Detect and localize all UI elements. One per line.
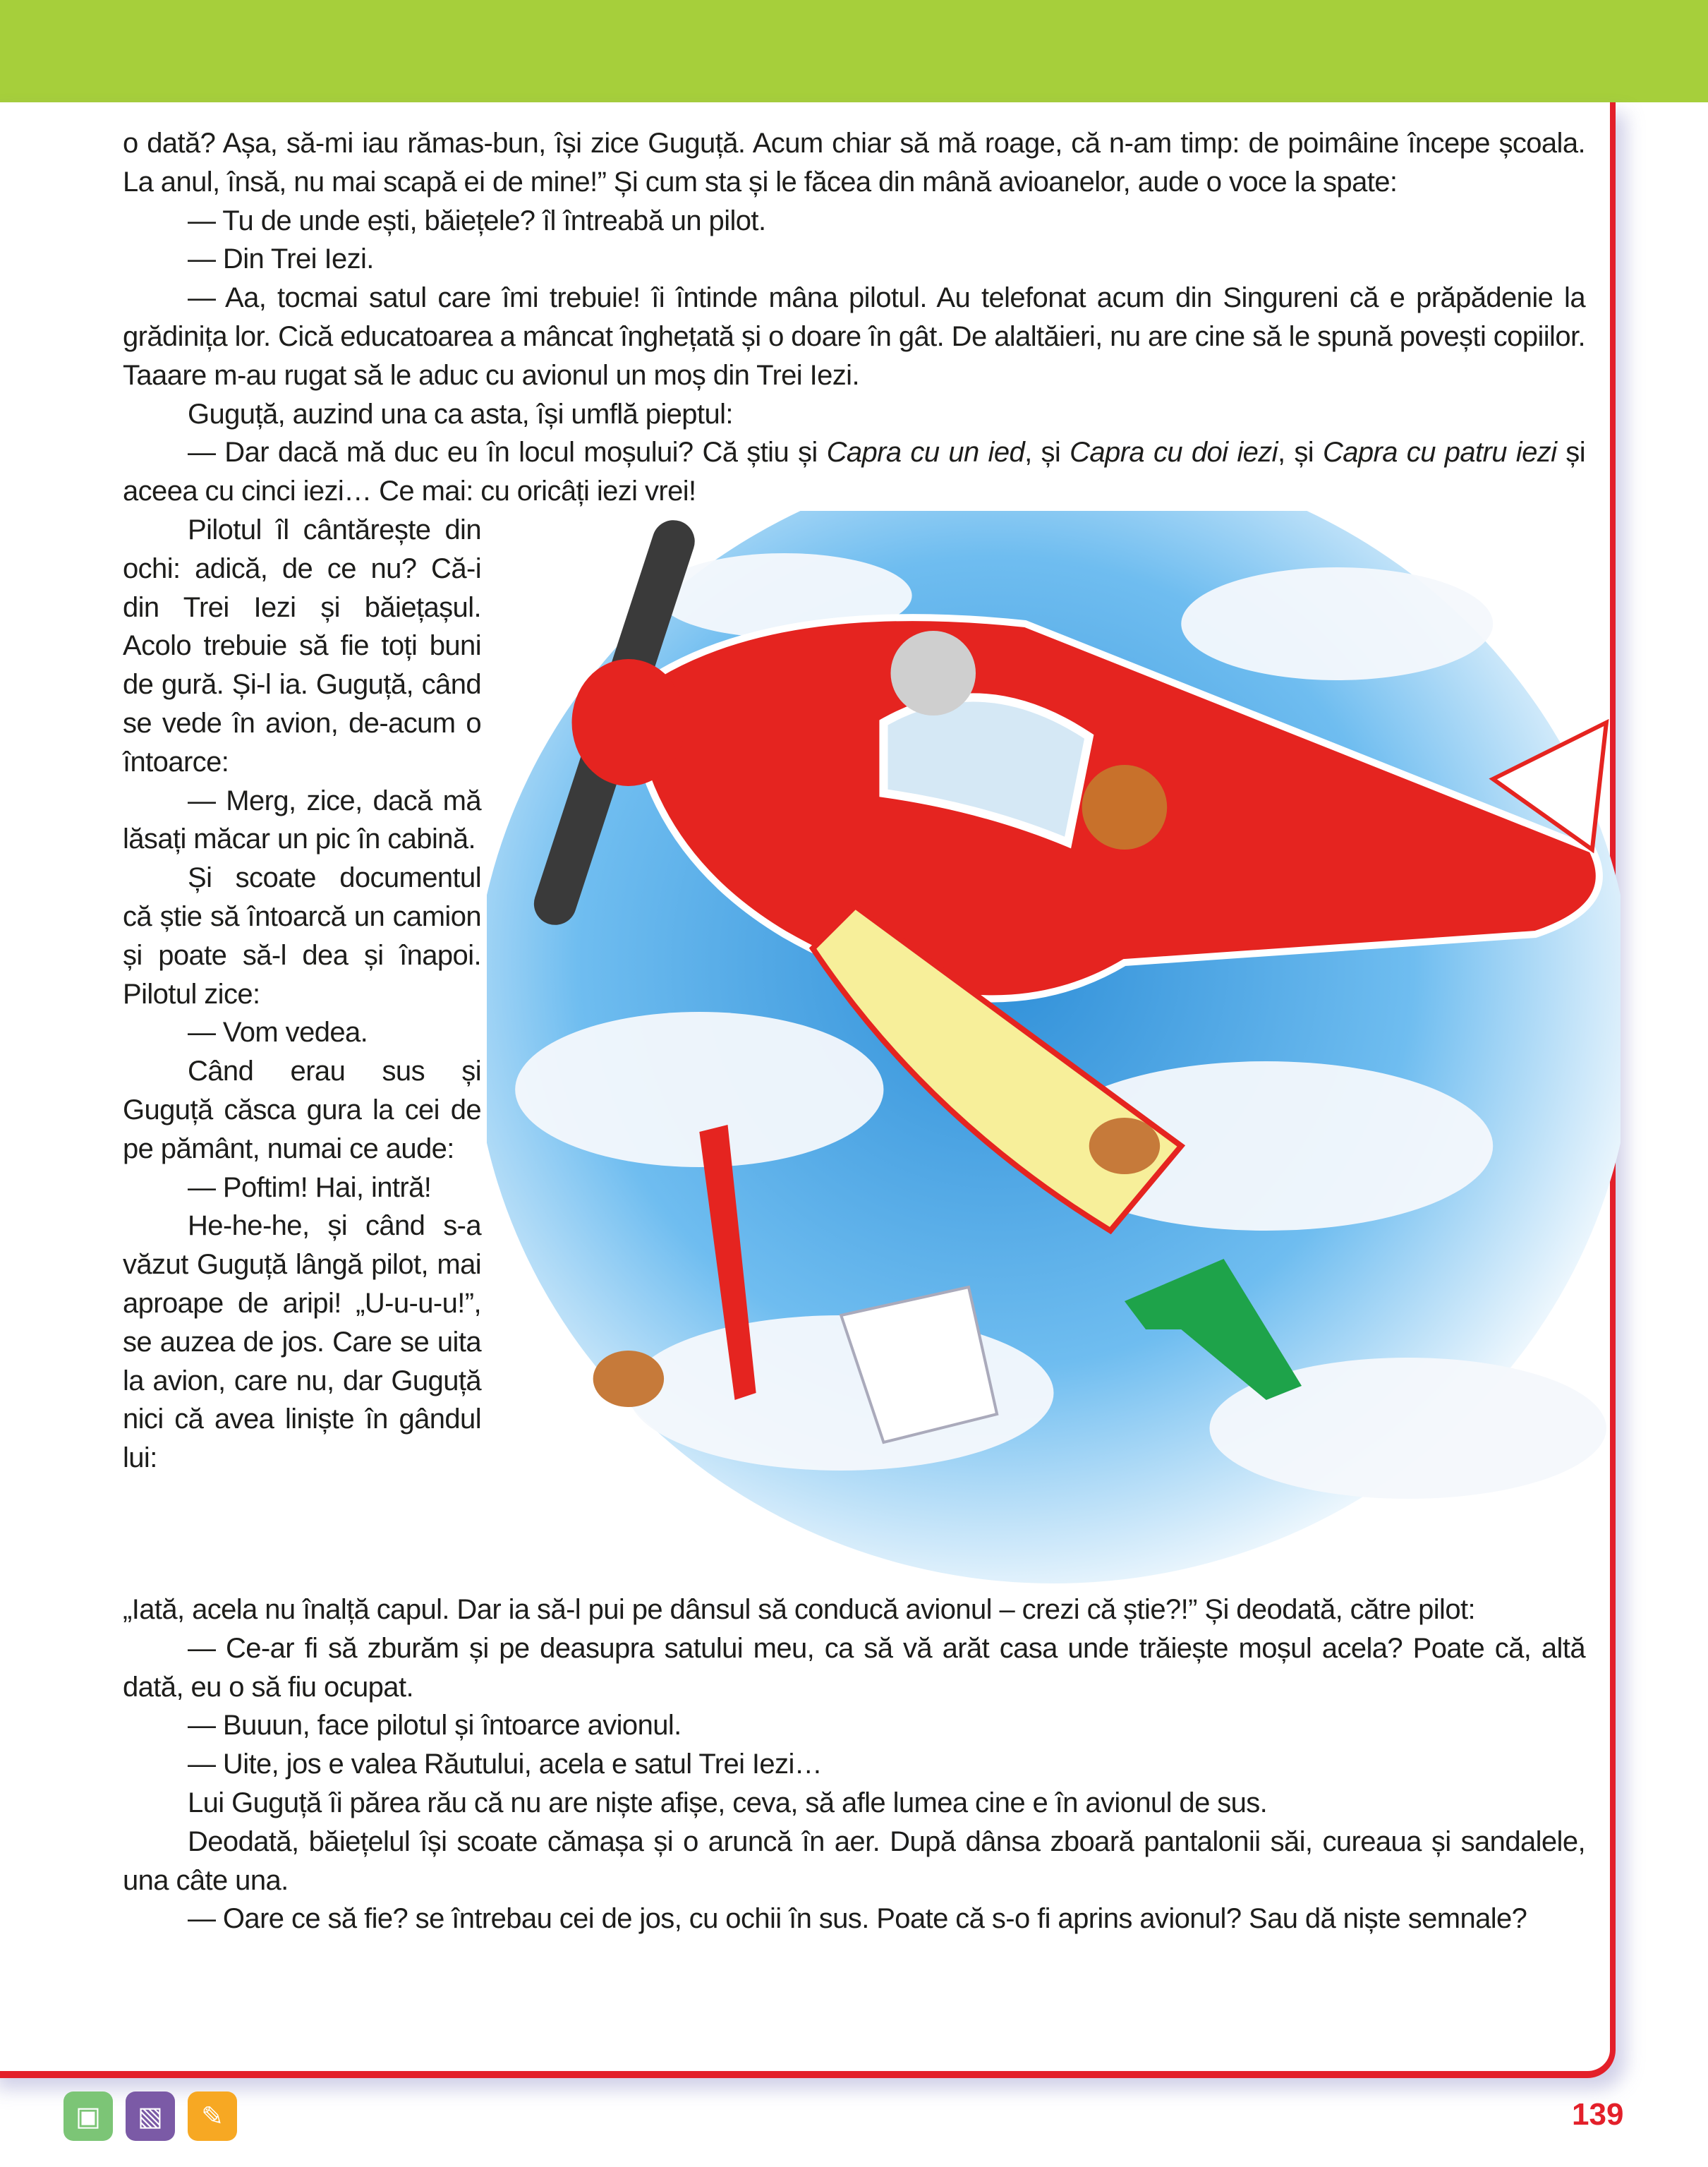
- story-title-italic: Capra cu un ied: [826, 437, 1025, 469]
- pencil-icon[interactable]: ✎: [188, 2091, 237, 2141]
- paragraph: o dată? Așa, să-mi iau rămas-bun, își zice Guguță. Acum chiar să mă roage, că n-am timp: de poimâine începe școala. La anul, însă, nu mai scapă ei de mine!” Și cum sta și le făcea din mână avioanelor, aude o voce la spate:: [123, 128, 1585, 198]
- paragraph: He-he-he, și când s-a văzut Guguță lângă pilot, mai aproape de aripi! „U-u-u-u!”, se auzea de jos. Care se uita la avion, care nu, dar Guguță nici că avea liniște în gândul lui:: [123, 1210, 481, 1474]
- paragraph: — Poftim! Hai, intră!: [188, 1171, 432, 1203]
- paragraph: Și scoate documentul că știe să întoarcă un camion și poate să-l dea și înapoi. Pilotul zice:: [123, 862, 481, 1010]
- paragraph: Lui Guguță îi părea rău că nu are niște afișe, ceva, să afle lumea cine e în avionul de sus.: [188, 1787, 1268, 1818]
- top-color-bar: [0, 0, 1708, 102]
- paragraph: — Vom vedea.: [188, 1017, 368, 1049]
- paragraph: Pilotul îl cântărește din ochi: adică, de ce nu? Că-i din Trei Iezi și băiețașul. Acolo trebuie să fie toți buni de gură. Și-l ia. Guguță, când se vede în avion, de-acum o întoarce:: [123, 514, 481, 778]
- paragraph-capra: [123, 433, 1585, 511]
- page-number: 139: [1572, 2097, 1624, 2132]
- narrow-text-column: [123, 511, 481, 1478]
- paragraph: — Oare ce să fie? se întrebau cei de jos, cu ochii în sus. Poate că s-o fi aprins avionul? Sau dă niște semnale?: [188, 1903, 1527, 1935]
- paragraph: Când erau sus și Guguță căsca gura la cei de pe pământ, numai ce aude:: [123, 1056, 481, 1164]
- airplane-illustration: [487, 511, 1621, 1590]
- story-title-italic: Capra cu patru iezi: [1322, 437, 1557, 469]
- paragraph: — Uite, jos e valea Răutului, acela e satul Trei Iezi…: [188, 1749, 823, 1780]
- paragraph: — Tu de unde ești, băiețele? îl întreabă un pilot.: [188, 205, 766, 236]
- column-with-illustration: [123, 511, 1585, 1590]
- paragraph: — Buuun, face pilotul și întoarce avionul.: [188, 1710, 682, 1742]
- text-run: , și: [1277, 437, 1323, 469]
- text-run: și aceea cu cinci iezi… Ce mai: cu oricâți iezi vrei!: [123, 437, 1585, 507]
- paragraph: — Din Trei Iezi.: [188, 243, 374, 275]
- text-run: — Dar dacă mă duc eu în locul moșului? Că știu și: [188, 437, 827, 469]
- paragraph: — Aa, tocmai satul care îmi trebuie! îi întinde mâna pilotul. Au telefonat acum din Singureni că e prăpădenie la grădinița lor. Cică educatoarea a mâncat înghețată și o doare în gât. De alaltăieri, nu are cine să le spună povești copiilor. Taaare m-au rugat să le aduc cu avionul un moș din Trei Iezi.: [123, 282, 1585, 391]
- paragraph: — Ce-ar fi să zburăm și pe deasupra satului meu, ca să vă arăt casa unde trăiește moșul acela? Poate că, altă dată, eu o să fiu ocupat.: [123, 1632, 1585, 1703]
- image-icon[interactable]: ▣: [63, 2091, 113, 2141]
- story-text: [123, 124, 1585, 1938]
- film-icon[interactable]: ▧: [126, 2091, 175, 2141]
- story-title-italic: Capra cu doi iezi: [1070, 437, 1278, 469]
- paragraph: Deodată, băiețelul își scoate cămașa și o aruncă în aer. După dânsa zboară pantalonii săi, cureaua și sandalele, una câte una.: [123, 1825, 1585, 1896]
- paragraph: „Iată, acela nu înalță capul. Dar ia să-l pui pe dânsul să conducă avionul – crezi că știe?!” Și deodată, către pilot:: [123, 1593, 1476, 1625]
- paragraph: Guguță, auzind una ca asta, își umflă pieptul:: [188, 398, 733, 430]
- resource-icons: [63, 2091, 237, 2141]
- paragraph: — Merg, zice, dacă mă lăsați măcar un pic în cabină.: [123, 785, 481, 855]
- text-run: , și: [1024, 437, 1070, 469]
